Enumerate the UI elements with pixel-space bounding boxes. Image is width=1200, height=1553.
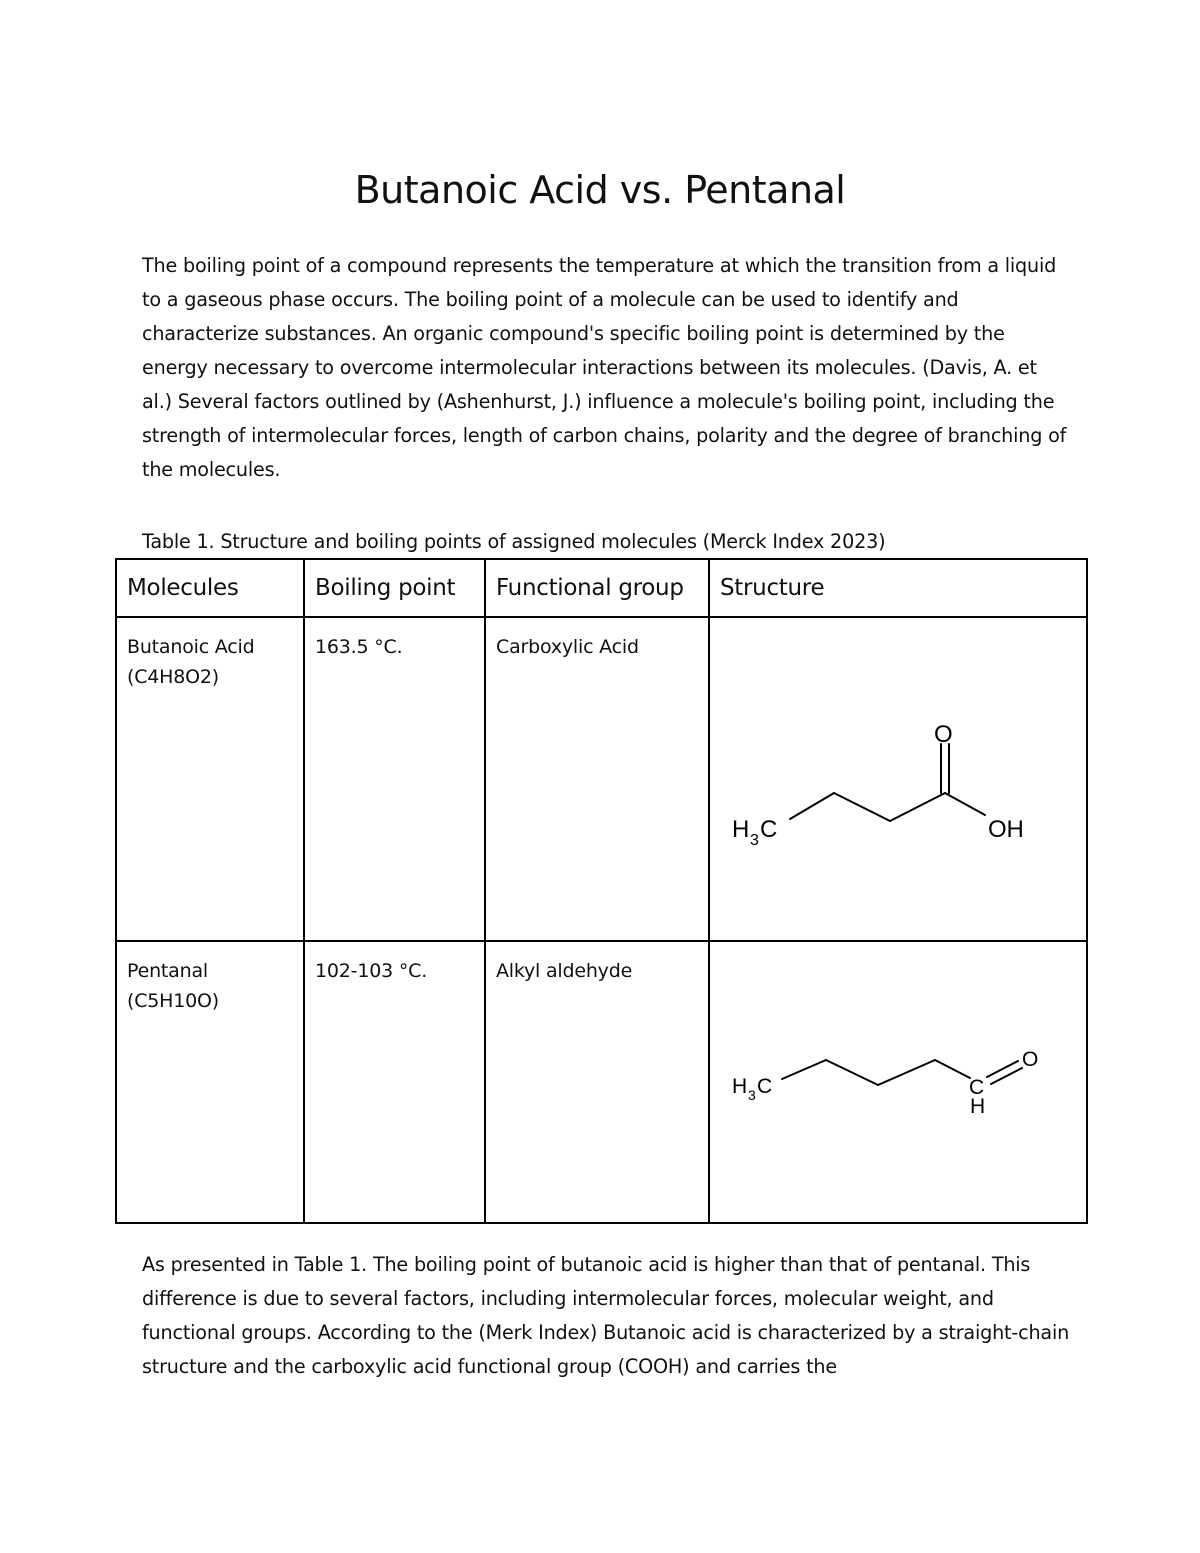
atom-h3c-subscript: 3	[748, 1087, 756, 1103]
bond-c4-c5	[935, 1060, 970, 1078]
atom-h3c-c: C	[760, 816, 778, 843]
header-functional-group: Functional group	[485, 559, 709, 617]
bond-c3-c4	[890, 793, 945, 821]
atom-carbonyl-o: O	[1022, 1048, 1039, 1071]
bond-c1-c2	[782, 1060, 826, 1079]
bond-c5-o-double-b	[991, 1068, 1022, 1084]
table-row-butanoic-acid	[116, 617, 1087, 941]
atom-h3c-h: H	[732, 1075, 747, 1098]
atom-carbonyl-c: C	[969, 1076, 984, 1099]
butanoic-acid-structure-diagram	[710, 618, 1088, 940]
intro-paragraph: The boiling point of a compound represents the temperature at which the transition from a liquid to a gaseous phase occurs. The boiling point of a molecule can be used to identify and characterize substances. An organic compound's specific boiling point is determined by the energy necessary to overcome intermolecular interactions between its molecules. (Davis, A. et al.) Several factors outlined by (Ashenhurst, J.) influence a molecule's boiling point, including the strength of intermolecular forces, length of carbon chains, polarity and the degree of branching of the molecules.	[142, 254, 1067, 481]
structure-cell	[709, 617, 1087, 941]
pentanal-structure-diagram	[710, 942, 1088, 1222]
molecule-cell	[116, 617, 304, 941]
molecule-formula: (C5H10O)	[127, 990, 219, 1012]
boiling-point-cell: 102-103 °C.	[304, 941, 485, 1223]
closing-paragraph: As presented in Table 1. The boiling point of butanoic acid is higher than that of pentanal. This difference is due to several factors, including intermolecular forces, molecular weight, and functional groups. According to the (Merk Index) Butanoic acid is characterized by a straight-chain structure and the carboxylic acid functional group (COOH) and carries the	[142, 1253, 1070, 1378]
atom-h3c-subscript: 3	[750, 832, 759, 849]
bond-c2-c3	[826, 1060, 878, 1085]
structure-cell	[709, 941, 1087, 1223]
atom-aldehyde-h: H	[970, 1095, 985, 1118]
atom-h3c-c: C	[757, 1075, 772, 1098]
atom-oh: OH	[988, 816, 1024, 843]
molecules-table	[115, 558, 1088, 1224]
bond-c4-oh	[945, 793, 985, 815]
functional-group-cell: Carboxylic Acid	[485, 617, 709, 941]
header-structure: Structure	[709, 559, 1087, 617]
bond-c3-c4	[878, 1060, 935, 1085]
molecule-name: Butanoic Acid	[127, 636, 255, 658]
header-molecules: Molecules	[116, 559, 304, 617]
molecule-formula: (C4H8O2)	[127, 666, 219, 688]
bond-c1-c2	[790, 793, 834, 819]
table-caption: Table 1. Structure and boiling points of assigned molecules (Merck Index 2023)	[142, 530, 886, 553]
table-header-row	[116, 559, 1087, 617]
table-row-pentanal	[116, 941, 1087, 1223]
molecule-name: Pentanal	[127, 960, 208, 982]
functional-group-cell: Alkyl aldehyde	[485, 941, 709, 1223]
boiling-point-cell: 163.5 °C.	[304, 617, 485, 941]
bond-c2-c3	[834, 793, 890, 821]
bond-c5-o-double-a	[987, 1061, 1018, 1077]
atom-o-top: O	[934, 721, 953, 748]
molecule-cell	[116, 941, 304, 1223]
header-boiling-point: Boiling point	[304, 559, 485, 617]
atom-h3c-h: H	[732, 816, 750, 843]
page-title: Butanoic Acid vs. Pentanal	[354, 168, 846, 212]
